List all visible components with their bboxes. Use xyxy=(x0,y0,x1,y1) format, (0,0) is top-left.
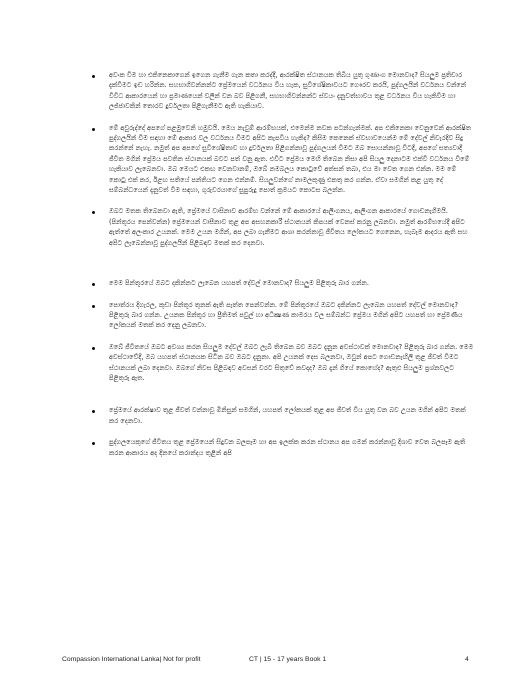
bullet-dot-icon xyxy=(92,442,95,445)
bullet-text: ඔබට මතක තිබෙනවා ඇති, ප්‍රේමයේ වාසිනාව ආරම්භ වන්නේ මේ ආකාරයේ ආලිංගනය, ආලිංගන ආකාරයේ ගොඩනැගීමයි. (පින්තූරය පෙන්වන්න) ප්‍රේමයෙන් වාසීනාව තුළ අප අසහනකාරී ස්ථානයන් කිපයක් වෙනස් කරනු ලබනවා. නමුත් ආරම්භයේදී අපිට ඇත්තේ අලංකාර උයනක්. මෙම උයන මගින්, අප ලබා ගැනීමට ආශා කරන්නාවූ ජීවිතය ලෝකයට ගෙනෙන, හැබෑම ආදරය ඇති සහ අපිට ලැබෙන්නාවූ පුද්ගලයින් පිළිබඳව මතක් කර දෙනවා. xyxy=(109,207,468,247)
bullet-dot-icon xyxy=(92,75,95,78)
bullet-dot-icon xyxy=(92,128,95,131)
bullet-item-6 xyxy=(92,342,474,384)
footer-organization: Compassion International Lanka| Not for profit xyxy=(62,656,201,663)
bullet-text: ඔබේ ජීවිතයේ ඔබට අවශ්‍ය කරන සියලුම දේවල් ඔබට ලැබී තිබෙන බව ඔබට දැනුන අවස්ථාවක් මොනවාද? පිළිතුරු බාර ගන්න. මෙම අවස්ථාවේදී, ඔබ යහපත් ස්ථානයක සිටින බව ඔබට දැනුනා. අපි උයනක් දෙස බලනවා, ඔවුන් අපට ගොඩනැඟිලි තුළ ජීවත් වීමට ස්ථානයක් ලබා දෙනවා. ඔබගේ නිවස පිළිබඳව අවසන් වරට සිතුවේ කවදාද? ඔබ දැන් ගියේ කොහේද? ඇතුළු සියලුම ප්‍රශ්නවලට පිළිතුරු ඇත. xyxy=(109,342,474,382)
bullet-item-7 xyxy=(92,405,474,426)
page-number: 4 xyxy=(465,656,469,663)
bullet-dot-icon xyxy=(92,347,95,350)
bullet-list xyxy=(92,70,474,458)
bullet-text: මේ අවුරුද්දේ අපගේ පළමුවෙනි හමුවයි. මෙය නැවුම් ආරම්භයක්, එමෙන්ම නවක පටන්ගැන්මක්. අප එකිනෙකා වෙනුවෙන් ආරක්ෂිත පුද්ගලයින් වීම සඳහා මේ ආකාර වල වර්ධනය වීමට අපිට කැපවිය හැකිද? කිසිම කෙනෙක් ස්වභාවයෙන්ම මේ දේවල් නිවැරදිව සිදු කරන්නේ නැහැ. නමුත් අප අපගේ සුවිශේෂිතාව හා දුර්වලතා පිළිගන්නාවූ පුද්ගලයන් වීමට ඔබ සොයන්නාවූ විටදී, අපගේ සත්‍යවාදී ජීවිත මගින් ප්‍රේමය පවතින ස්ථානයක් බවට පත් වනු ඇත. එවිට ප්‍රේමය මෙහි තිබෙන නිසා අපි සියලු දෙනාටම එක්වී වර්ධනය වීමේ හැකියාව ලැබෙනවා. ඔබ මෙයට එකඟ වෙනවානම්, ඔබේ නමබලය කොටුවේ අත්සන් තබා, එය මා වෙත ගෙන එන්න. මම මේ කොටු එක් කර, ඊළඟ සතියේ පන්තියට ගෙන එන්නම්. සියලුවන්ගේ නාමලකුණු එකතු කර ගන්න. ඒවා සමගින් කළ යුතු දේ සම්බන්ධයෙන් දැනුවත් වීම සඳහා, ගුරුවරයාගේ සුපුරුදු පොත් ක්‍රමයට කොටස බලන්න. xyxy=(109,123,472,195)
footer-book-title: CT | 15 - 17 years Book 1 xyxy=(249,656,327,663)
bullet-text: ප්‍රේමයේ ආරක්ෂාව තුළ ජීවත් වන්නාවූ මිනිසුන් සමගින්, යහපත් ලෝකයක් තුළ අප ජීවත් විය යුතු වන බව උයන මගින් අපිට මතක් කර දෙනවා. xyxy=(109,406,466,425)
bullet-dot-icon xyxy=(92,283,95,286)
bullet-dot-icon xyxy=(92,305,95,308)
bullet-item-8 xyxy=(92,437,474,458)
bullet-item-2 xyxy=(92,123,474,196)
bullet-dot-icon xyxy=(92,211,95,214)
bullet-text: පුද්ගලයෙකුගේ ජීවිතය තුළ ප්‍රේමයෙන් සිදුවන බලපෑම හා අප ඉලක්ක කරන ස්ථානය අප ගමන් කරන්නාවූ දිශාව වෙත බලපෑම ඇති කරන ආකාරය අද දිනයේ කරාන්දය තුළින් අපි xyxy=(109,438,466,457)
bullet-dot-icon xyxy=(92,410,95,413)
page-footer xyxy=(0,656,532,668)
bullet-text: අවංක වීම හා එකිනෙකාගෙන් ඉගෙන ගැනීම ගැන කතා කරද්දී, ආරක්ෂිත ස්ථානයක තිබිය යුතු ගුණාංග මොනවාද? සියලුම ප්‍රතිචාර දැක්වීමට ඉඩ හරින්න. සහභාගිවන්නන්ට ප්‍රේමයෙන් වර්ධනය විය හැක, සුවිශේෂිකාවයට ගෞරව කරයි, පුද්ගලයින් වර්ධනය වන්නේ විවිධ ආකාරයෙන් හා ප්‍රමාණයෙන් වලින් වන බව පිළිගනී, සහභාගිවන්නන්ට ස්වයං දැනුවත්භාවය තුළ වර්ධනය විය හැකිවීම හා ලජ්ජාවකින් තොරව දුර්වලතා පිළිගැනීමට ඇති හැකියාව. xyxy=(109,71,467,111)
bullet-item-3 xyxy=(92,206,474,248)
bullet-text: පොත්රය දිගැරල, කුඩා පින්තූර තුනක් ඇති පැත්ත පෙන්වන්න. මේ පින්තූරයේ ඔබට දකින්නට ලැබෙන යහපත් දේවල් මොනවාද? පිළිතුරු බාර ගන්න. උයනක පින්තූර හා ප්‍රීතිමත් පවුල් හා අධීක්‍ෂණ කාමරය වල සම්බන්ධ ප්‍රේමය මගින් අපිට යහපත් හා ප්‍රේමණීය ලෝකයක් මතක් කර දෙනු ලබනවා. xyxy=(109,300,463,330)
bullet-text: මෙම පින්තූරයේ ඔබට දකින්නට ලැබෙන යහපත් දේවල් මොනවාද? සියලුම පිළිතුරු බාර ගන්න. xyxy=(109,279,369,288)
bullet-item-5 xyxy=(92,300,474,331)
bullet-item-4 xyxy=(92,278,474,288)
bullet-item-1 xyxy=(92,70,474,112)
